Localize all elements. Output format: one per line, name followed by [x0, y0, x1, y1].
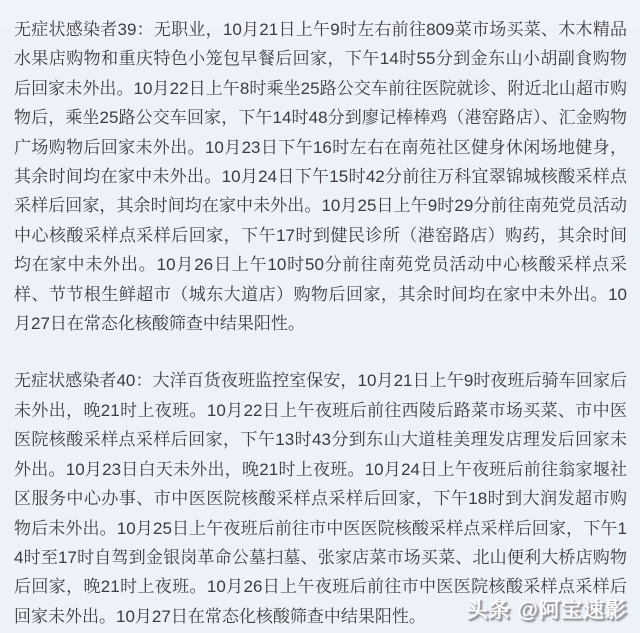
- announcement-body: [14, 15, 627, 631]
- watermark-text: 头条 @阿宝速影: [466, 599, 627, 622]
- case-39-paragraph: 无症状感染者39：无职业，10月21日上午9时左右前往809菜市场买菜、木木精品水果店购物和重庆特色小笼包早餐后回家，下午14时55分到金东山小胡副食购物后回家未外出。10月22日上午8时乘坐25路公交车前往医院就诊、附近北山超市购物后，乘坐25路公交车回家，下午14时48分到廖记棒棒鸡（港窑路店）、汇金购物广场购物后回家未外出。10月23日下午16时左右在南苑社区健身休闲场地健身，其余时间均在家中未外出。10月24日下午15时42分前往万科宜翠锦城核酸采样点采样后回家，其余时间均在家中未外出。10月25日上午9时29分前往南苑党员活动中心核酸采样点采样后回家，下午17时到健民诊所（港窑路店）购药，其余时间均在家中未外出。10月26日上午10时50分前往南苑党员活动中心核酸采样点采样、节节根生鲜超市（城东大道店）购物后回家，其余时间均在家中未外出。10月27日在常态化核酸筛查中结果阳性。: [14, 20, 627, 334]
- watermark: [467, 594, 627, 624]
- case-40-paragraph: 无症状感染者40：大洋百货夜班监控室保安，10月21日上午9时夜班后骑车回家后未外出，晚21时上夜班。10月22日上午夜班后前往西陵后路菜市场买菜、市中医医院核酸采样点采样后回家，下午13时43分到东山大道桂美理发店理发后回家未外出。10月23日白天未外出，晚21时上夜班。10月24日上午夜班后前往翁家堰社区服务中心办事、市中医医院核酸采样点采样后回家，下午18时到大润发超市购物后未外出。10月25日上午夜班后前往市中医医院核酸采样点采样后回家，下午14时至17时自驾到金银岗革命公墓扫墓、张家店菜市场买菜、北山便利大桥店购物后回家，晚21时上夜班。10月26日上午夜班后前往市中医医院核酸采样点采样后回家未外出。10月27日在常态化核酸筛查中结果阳性。: [14, 371, 627, 626]
